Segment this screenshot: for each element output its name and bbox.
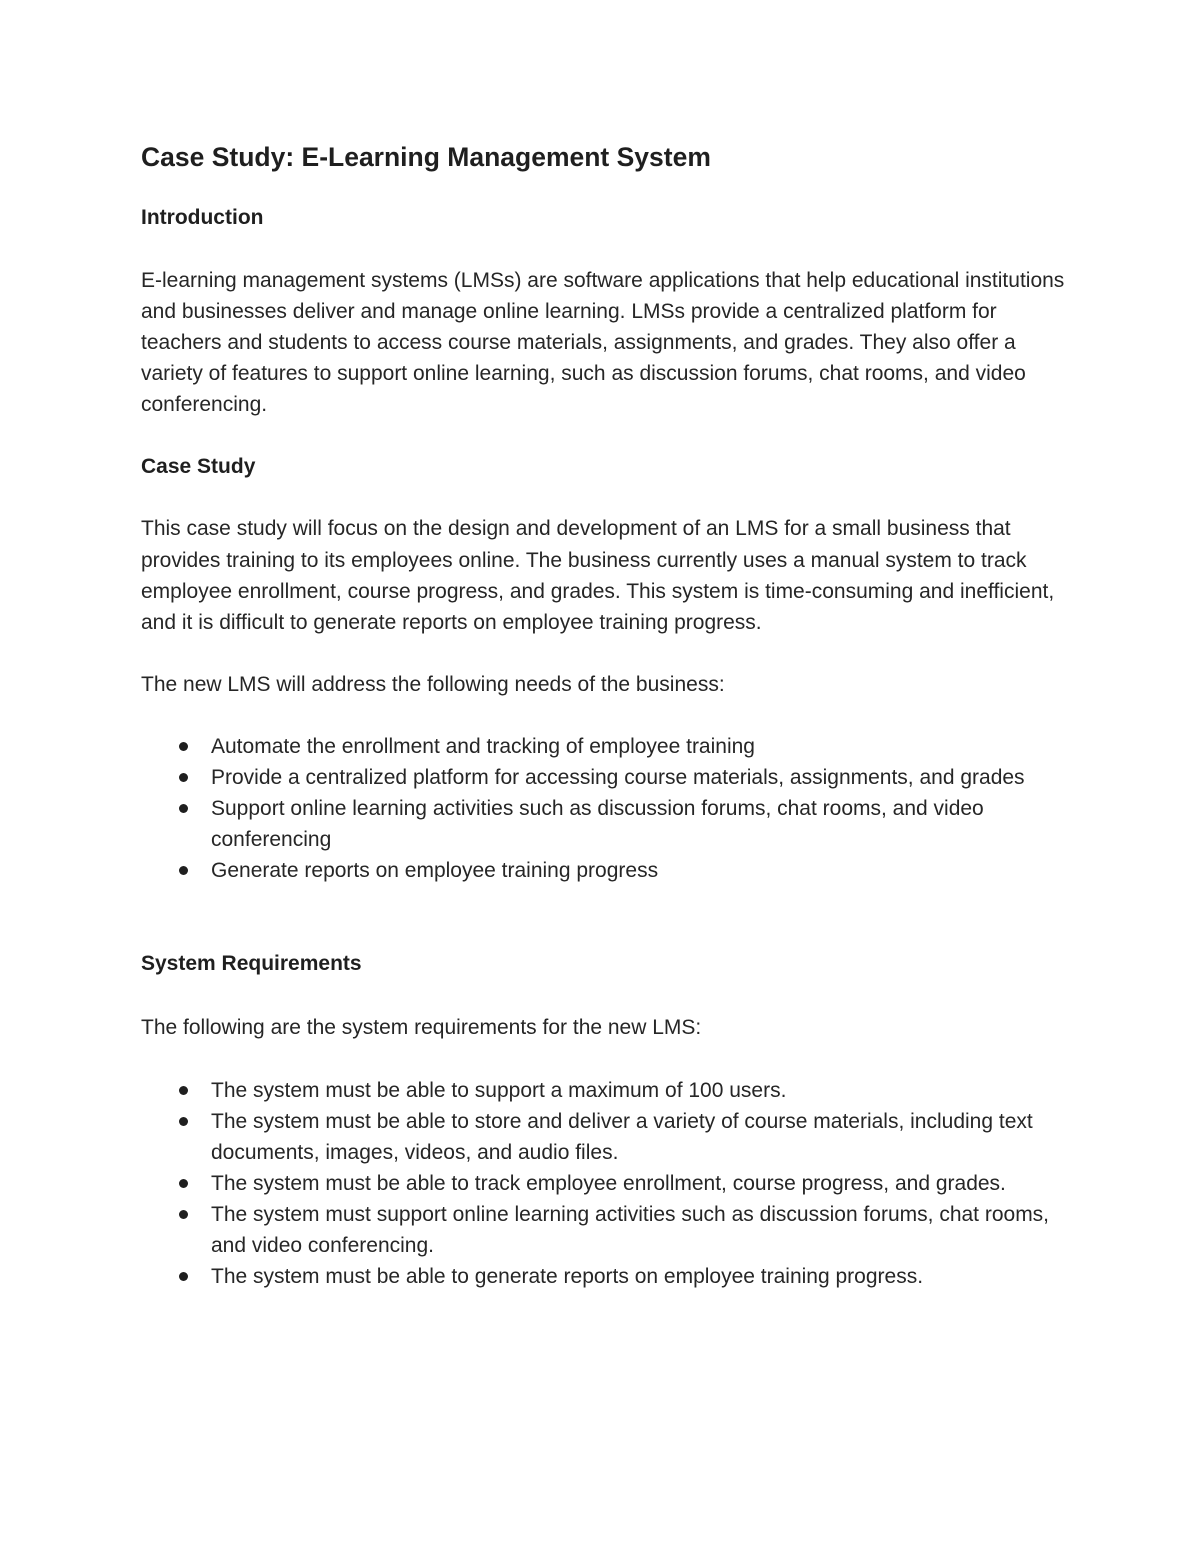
list-item: The system must be able to store and deliver a variety of course materials, including text documents, images, videos, and audio files.	[141, 1106, 1071, 1168]
list-item: The system must be able to generate reports on employee training progress.	[141, 1261, 1071, 1292]
introduction-paragraph: E-learning management systems (LMSs) are software applications that help educational institutions and businesses deliver and manage online learning. LMSs provide a centralized platform for teachers and students to access course materials, assignments, and grades. They also offer a variety of features to support online learning, such as discussion forums, chat rooms, and video conferencing.	[141, 269, 1065, 417]
bullet-icon	[179, 804, 188, 813]
bullet-icon	[179, 866, 188, 875]
case-study-heading: Case Study	[141, 455, 256, 479]
needs-list	[141, 731, 1071, 886]
requirements-intro-paragraph: The following are the system requirements for the new LMS:	[141, 1016, 702, 1040]
list-item: The system must be able to support a maximum of 100 users.	[141, 1075, 1071, 1106]
list-item: Support online learning activities such as discussion forums, chat rooms, and video conferencing	[141, 793, 1071, 855]
bullet-icon	[179, 1117, 188, 1126]
bullet-icon	[179, 742, 188, 751]
system-requirements-heading: System Requirements	[141, 952, 362, 976]
list-item: The system must be able to track employee enrollment, course progress, and grades.	[141, 1168, 1071, 1199]
document-title: Case Study: E-Learning Management System	[141, 142, 711, 172]
introduction-heading: Introduction	[141, 206, 264, 229]
list-item: The system must support online learning activities such as discussion forums, chat rooms, and video conferencing.	[141, 1199, 1071, 1261]
bullet-icon	[179, 1179, 188, 1188]
requirements-list	[141, 1075, 1071, 1293]
needs-intro-paragraph: The new LMS will address the following needs of the business:	[141, 672, 725, 696]
case-study-paragraph: This case study will focus on the design and development of an LMS for a small business that provides training to its employees online. The business currently uses a manual system to track employee enrollment, course progress, and grades. This system is time-consuming and inefficient, and it is difficult to generate reports on employee training progress.	[141, 517, 1055, 634]
bullet-icon	[179, 1272, 188, 1281]
bullet-icon	[179, 773, 188, 782]
list-item: Generate reports on employee training progress	[141, 855, 1071, 886]
list-item: Provide a centralized platform for accessing course materials, assignments, and grades	[141, 762, 1071, 793]
list-item: Automate the enrollment and tracking of employee training	[141, 731, 1071, 762]
bullet-icon	[179, 1086, 188, 1095]
bullet-icon	[179, 1210, 188, 1219]
document-page	[141, 138, 1071, 1292]
